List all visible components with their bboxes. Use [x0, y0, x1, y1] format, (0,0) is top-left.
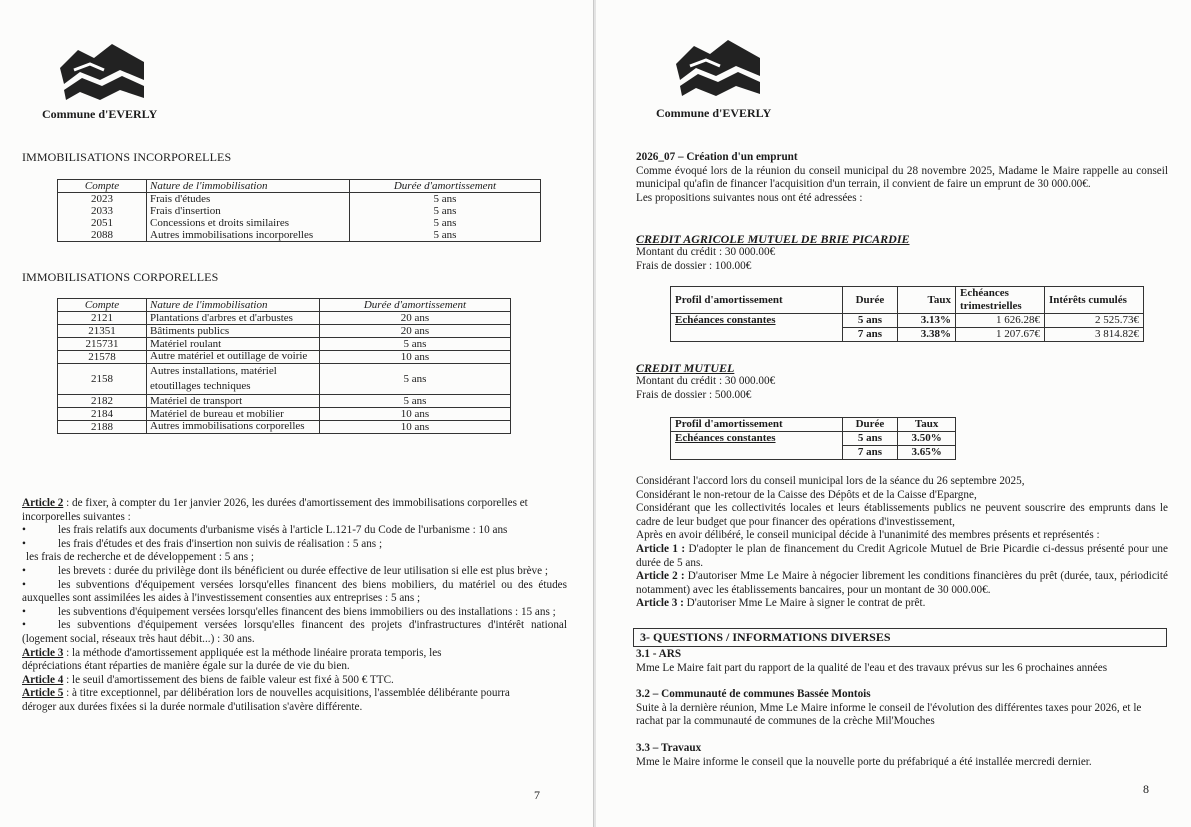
table-cell: 3.38% [898, 328, 956, 342]
article-5-text: : à titre exceptionnel, par délibération lors de nouvelles acquisitions, l'assemblée délibérante pourra déroger aux durées fixées si la durée normale d'utilisation s'avère différente. [22, 687, 510, 713]
table-cell: 20 ans [320, 312, 511, 325]
article-3-label: Article 3 [22, 646, 64, 659]
table-cell: 2051 [58, 217, 147, 229]
article-5-label: Article 5 [22, 687, 64, 700]
table-cell: 7 ans [842, 328, 898, 342]
consideration: Considérant le non-retour de la Caisse des Dépôts et de la Caisse d'Epargne, [636, 488, 977, 501]
incorp-table [57, 179, 541, 242]
table-cell: Echéances constantes [671, 432, 843, 460]
consideration: Après en avoir délibéré, le conseil municipal décide à l'unanimité des membres présents et représentés : [636, 529, 1100, 542]
article-2-text: D'autoriser Mme Le Maire à négocier librement les conditions financières du prêt (durée, taux, périodicité notamment) avec les établissements bancaires, pour un montant de 30 000.00€. [636, 570, 1168, 596]
commune-logo-icon [60, 40, 144, 102]
article-3-text: : la méthode d'amortissement appliquée est la méthode linéaire prorata temporis, les dépréciations étant réparties de manière égale sur la durée de vie du bien. [22, 646, 442, 673]
table-cell: Frais d'études [147, 193, 350, 206]
table-cell: 2088 [58, 229, 147, 242]
article-3-label: Article 3 : [636, 597, 684, 610]
table-cell: Autre matériel et outillage de voirie [147, 351, 320, 364]
table-header: Durée [842, 418, 898, 432]
subsection-title: 3.2 – Communauté de communes Bassée Montois [636, 688, 871, 701]
article-2-label: Article 2 [22, 497, 64, 509]
table-header: Profil d'amortissement [671, 287, 843, 314]
table-cell: 5 ans [320, 338, 511, 351]
table-cell: Frais d'insertion [147, 205, 350, 217]
table-cell: Bâtiments publics [147, 325, 320, 338]
table-header: Taux [898, 287, 956, 314]
article-4-text: : le seuil d'amortissement des biens de faible valeur est fixé à 500 € TTC. [63, 673, 394, 686]
consideration: Considérant que les collectivités locales et leurs établissements publics ne peuvent souscrire des emprunts dans le cadre de leur budget que pour financer des opérations d'investissement, [636, 502, 1168, 528]
table-header: Profil d'amortissement [671, 418, 843, 432]
table-cell: 5 ans [350, 205, 541, 217]
col-nature: Nature de l'immobilisation [147, 180, 350, 193]
table-cell: 1 207.67€ [956, 328, 1045, 342]
table-cell: 2158 [58, 364, 147, 395]
table-header: Intérêts cumulés [1045, 287, 1144, 314]
bank-1-info: Montant du crédit : 30 000.00€ Frais de dossier : 100.00€ [636, 246, 776, 272]
table-cell: 10 ans [320, 408, 511, 421]
table-cell: 3.65% [898, 446, 956, 460]
table-cell: 5 ans [320, 395, 511, 408]
table-cell: Matériel de transport [147, 395, 320, 408]
table-cell: 3 814.82€ [1045, 328, 1144, 342]
subsection-title: 3.3 – Travaux [636, 741, 702, 754]
table-cell: 3.50% [898, 432, 956, 446]
bank-2-table [670, 417, 956, 460]
table-cell: 21351 [58, 325, 147, 338]
list-item: • les frais relatifs aux documents d'urbanisme visés à l'article L.121-7 du Code de l'urbanisme : 10 ans [22, 524, 508, 537]
article-2-label: Article 2 : [636, 570, 685, 583]
table-cell: 21578 [58, 351, 147, 364]
bank-1-name: CREDIT AGRICOLE MUTUEL DE BRIE PICARDIE [636, 232, 910, 246]
table-cell: 2188 [58, 421, 147, 434]
intro-text: Comme évoqué lors de la réunion du conseil municipal du 28 novembre 2025, Madame le Maire rappelle au conseil municipal qu'afin de financer l'acquisition d'un terrain, il convient de faire un emprunt de 30 000.00€. [636, 164, 1168, 191]
table-cell: Echéances constantes [671, 314, 843, 342]
table-cell: Autres immobilisations incorporelles [147, 229, 350, 242]
list-item: • les subventions d'équipement versées lorsqu'elles financent des projets d'infrastructures d'intérêt national (logement social, réseaux très haut débit...) : 30 ans. [22, 619, 567, 645]
list-item: • les subventions d'équipement versées lorsqu'elles financent des biens mobiliers, du matériel ou des études auxquelles sont assimilées les aides à l'investissement consenties aux entreprises : 5 ans ; [22, 578, 567, 605]
page-number: 8 [1143, 782, 1149, 796]
col-compte: Compte [58, 180, 147, 193]
article-2-text: : de fixer, à compter du 1er janvier 2026, les durées d'amortissement des immobilisations corporelles et incorporelles suivantes : [22, 497, 528, 523]
table-cell: 2023 [58, 193, 147, 206]
incorp-heading: IMMOBILISATIONS INCORPORELLES [22, 150, 232, 164]
table-cell: 5 ans [350, 229, 541, 242]
article-3-text: D'autoriser Mme Le Maire à signer le contrat de prêt. [683, 597, 926, 610]
subsection-title: 3.1 - ARS [636, 648, 682, 660]
table-cell: Matériel roulant [147, 338, 320, 351]
commune-name: Commune d'EVERLY [42, 107, 158, 121]
bank-1-table [670, 286, 1144, 342]
col-compte: Compte [58, 299, 147, 312]
table-cell: 5 ans [320, 364, 511, 395]
col-duree: Durée d'amortissement [350, 180, 541, 193]
questions-block [636, 648, 1171, 769]
article-2-block [22, 497, 567, 715]
table-header: Durée [842, 287, 898, 314]
col-nature: Nature de l'immobilisation [147, 299, 320, 312]
table-cell: 2182 [58, 395, 147, 408]
article-4-label: Article 4 [22, 673, 64, 686]
table-cell: Concessions et droits similaires [147, 217, 350, 229]
table-cell: 7 ans [842, 446, 898, 460]
table-header: Echéances trimestrielles [956, 287, 1045, 314]
table-cell: Plantations d'arbres et d'arbustes [147, 312, 320, 325]
bank-2-name: CREDIT MUTUEL [636, 361, 735, 375]
consideration: Considérant l'accord lors du conseil municipal lors de la séance du 26 septembre 2025, [636, 475, 1025, 487]
table-cell: 2033 [58, 205, 147, 217]
table-cell: 5 ans [350, 193, 541, 206]
emprunt-section [636, 151, 1168, 205]
list-item: • les brevets : durée du privilège dont ils bénéficient ou durée effective de leur utilisation si elle est plus brève ; [22, 564, 549, 577]
commune-name: Commune d'EVERLY [656, 106, 772, 120]
table-cell: 5 ans [842, 432, 898, 446]
table-cell: 2184 [58, 408, 147, 421]
list-item: les frais de recherche et de développement : 5 ans ; [26, 551, 254, 564]
list-item: • les frais d'études et des frais d'insertion non suivis de réalisation : 5 ans ; [22, 537, 383, 550]
table-cell: Autres installations, matériel etoutillages techniques [147, 364, 320, 395]
left-page [0, 0, 593, 827]
subsection-text: Mme Le Maire fait part du rapport de la qualité de l'eau et des travaux prévus sur les 6 prochaines années [636, 661, 1108, 674]
table-cell: 10 ans [320, 351, 511, 364]
col-duree: Durée d'amortissement [320, 299, 511, 312]
section-title: 2026_07 – Création d'un emprunt [636, 151, 798, 163]
table-header: Taux [898, 418, 956, 432]
table-cell: Autres immobilisations corporelles [147, 421, 320, 434]
table-cell: Matériel de bureau et mobilier [147, 408, 320, 421]
list-item: • les subventions d'équipement versées lorsqu'elles financent des biens immobiliers ou des installations : 15 ans ; [22, 605, 556, 618]
table-cell: 5 ans [350, 217, 541, 229]
right-page [596, 0, 1191, 827]
table-cell: 2 525.73€ [1045, 314, 1144, 328]
article-1-text: D'adopter le plan de financement du Credit Agricole Mutuel de Brie Picardie ci-dessus présenté pour une durée de 5 ans. [636, 542, 1168, 569]
table-cell: 215731 [58, 338, 147, 351]
corp-table [57, 298, 511, 434]
table-cell: 20 ans [320, 325, 511, 338]
bank-2-info: Montant du crédit : 30 000.00€ Frais de dossier : 500.00€ [636, 375, 776, 401]
subsection-text: Mme le Maire informe le conseil que la nouvelle porte du préfabriqué a été installée mercredi dernier. [636, 755, 1092, 768]
table-cell: 2121 [58, 312, 147, 325]
deliberation-block [636, 475, 1168, 611]
page-number: 7 [534, 788, 540, 802]
subsection-text: Suite à la dernière réunion, Mme Le Maire informe le conseil de l'évolution des différentes taxes pour 2026, et le rachat par la communauté de communes de la crèche Mil'Mouches [636, 701, 1142, 728]
table-cell: 1 626.28€ [956, 314, 1045, 328]
table-cell: 5 ans [842, 314, 898, 328]
section-heading: 3- QUESTIONS / INFORMATIONS DIVERSES [633, 628, 1167, 647]
article-1-label: Article 1 : [636, 542, 686, 555]
table-cell: 10 ans [320, 421, 511, 434]
commune-logo-icon [676, 36, 760, 98]
proposals-text: Les propositions suivantes nous ont été adressées : [636, 191, 863, 204]
table-cell: 3.13% [898, 314, 956, 328]
corp-heading: IMMOBILISATIONS CORPORELLES [22, 270, 219, 284]
